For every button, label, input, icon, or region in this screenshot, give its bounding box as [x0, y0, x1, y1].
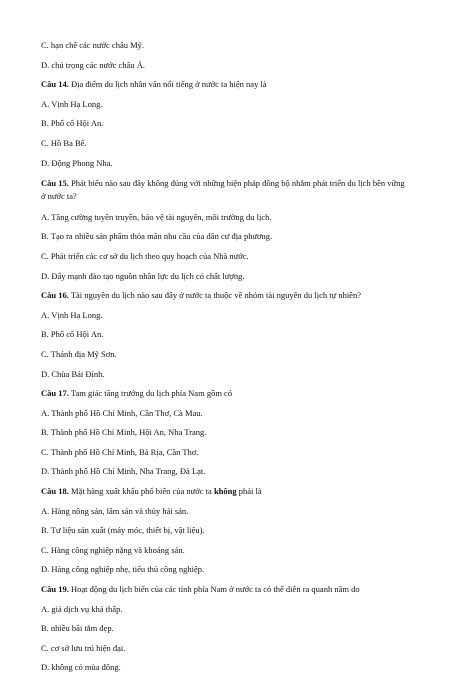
- question-15-text: Phát biểu nào sau đây không đúng với những biện pháp đồng bộ nhằm phát triển du lịch bền vững ở nước ta?: [41, 178, 405, 202]
- question-18-option-b: B. Tư liệu sản xuất (máy móc, thiết bị, vật liệu).: [41, 525, 205, 536]
- question-18-text-after: phải là: [236, 486, 262, 497]
- question-19-stem: [41, 584, 406, 595]
- question-17: [41, 388, 406, 399]
- question-14-option-c: C. Hồ Ba Bể.: [41, 137, 87, 148]
- question-19-option-c: C. cơ sở lưu trú hiện đại.: [41, 642, 126, 653]
- question-16-option-b: B. Phố cổ Hội An.: [41, 329, 104, 340]
- question-18-stem: [41, 486, 406, 497]
- question-18-keyword: không: [213, 486, 237, 497]
- question-19-text: Hoạt động du lịch biển của các tỉnh phía Nam ở nước ta có thể diễn ra quanh năm do: [68, 584, 360, 595]
- question-19-option-d: D. không có mùa đông.: [41, 662, 121, 673]
- question-15-option-d: D. Đẩy mạnh đào tạo nguồn nhân lực du lịch có chất lượng.: [41, 270, 245, 281]
- question-16-option-a: A. Vịnh Hạ Long.: [41, 309, 103, 320]
- question-18: [41, 486, 406, 497]
- question-19: [41, 584, 406, 595]
- question-19-number: Câu 19.: [41, 584, 69, 595]
- question-15-option-c: C. Phát triển các cơ sở du lịch theo quy hoạch của Nhà nước.: [41, 250, 249, 261]
- question-16-stem: [41, 290, 406, 301]
- question-18-option-a: A. Hàng nông sản, lâm sản và thủy hải sản.: [41, 505, 189, 516]
- question-16: [41, 290, 406, 301]
- question-17-option-a: A. Thành phố Hồ Chí Minh, Cần Thơ, Cà Mau.: [41, 407, 203, 418]
- question-16-text: Tài nguyên du lịch nào sau đây ở nước ta thuộc về nhóm tài nguyên du lịch tự nhiên?: [68, 290, 361, 301]
- question-16-number: Câu 16.: [41, 290, 69, 301]
- question-17-option-c: C. Thành phố Hồ Chí Minh, Bà Rịa, Cần Thơ.: [41, 446, 199, 457]
- question-17-stem: [41, 388, 406, 399]
- question-18-text-before: Mặt hàng xuất khẩu phổ biến của nước ta: [68, 486, 214, 497]
- question-14: [41, 79, 406, 90]
- question-14-option-a: A. Vịnh Hạ Long.: [41, 98, 103, 109]
- question-15-option-b: B. Tạo ra nhiều sản phẩm thỏa mãn nhu cầu của dân cư địa phương.: [41, 231, 273, 242]
- question-16-option-d: D. Chùa Bái Đính.: [41, 368, 105, 379]
- option-d-prev: D. chú trọng các nước châu Á.: [41, 59, 145, 70]
- question-18-number: Câu 18.: [41, 486, 69, 497]
- question-14-option-d: D. Động Phong Nha.: [41, 157, 113, 168]
- question-19-option-a: A. giá dịch vụ khá thấp.: [41, 603, 123, 614]
- question-18-option-c: C. Hàng công nghiệp nặng và khoáng sản.: [41, 544, 185, 555]
- question-17-option-b: B. Thành phố Hồ Chí Minh, Hội An, Nha Trang.: [41, 427, 207, 438]
- question-15-stem: [41, 177, 406, 203]
- question-15-option-a: A. Tăng cường tuyên truyền, bảo vệ tài nguyên, môi trường du lịch.: [41, 211, 272, 222]
- question-18-option-d: D. Hàng công nghiệp nhẹ, tiểu thủ công nghiệp.: [41, 564, 205, 575]
- question-17-number: Câu 17.: [41, 388, 69, 399]
- option-c-prev: C. hạn chế các nước châu Mỹ.: [41, 40, 145, 50]
- question-14-stem: [41, 79, 406, 90]
- question-19-option-b: B. nhiều bãi tắm đẹp.: [41, 623, 114, 634]
- question-17-text: Tam giác tăng trưởng du lịch phía Nam gồm có: [68, 388, 233, 399]
- question-16-option-c: C. Thánh địa Mỹ Sơn.: [41, 348, 117, 359]
- question-15: [41, 177, 406, 203]
- question-15-number: Câu 15.: [41, 178, 69, 189]
- question-14-option-b: B. Phố cổ Hội An.: [41, 118, 104, 129]
- question-14-text: Địa điểm du lịch nhân văn nổi tiếng ở nước ta hiện nay là: [68, 79, 267, 90]
- question-14-number: Câu 14.: [41, 79, 69, 90]
- question-17-option-d: D. Thành phố Hồ Chí Minh, Nha Trang, Đà Lạt.: [41, 466, 206, 477]
